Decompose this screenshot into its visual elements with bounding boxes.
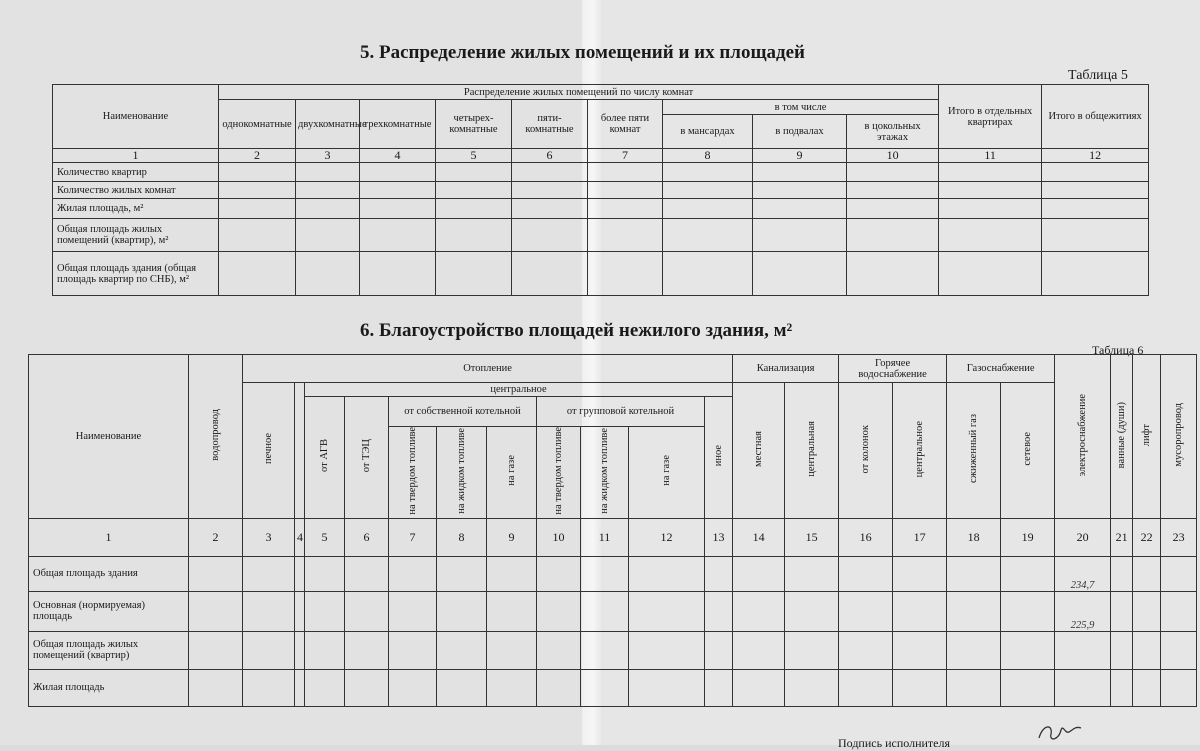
t5-cell bbox=[939, 219, 1042, 252]
t6-cell bbox=[629, 591, 705, 631]
table6-title: 6. Благоустройство площадей нежилого здания, м² bbox=[360, 320, 793, 341]
t6-cell bbox=[785, 631, 839, 669]
signature-label: Подпись исполнителя bbox=[838, 736, 950, 750]
t6-cell bbox=[581, 591, 629, 631]
t5-cell bbox=[847, 182, 939, 199]
t6-header-group-solid: на твердом топливе bbox=[537, 427, 581, 519]
t6-cell bbox=[1161, 669, 1197, 706]
table5-title: 5. Распределение жилых помещений и их площадей bbox=[360, 42, 805, 63]
t5-colnum: 11 bbox=[939, 149, 1042, 163]
t6-row-label: Общая площадь здания bbox=[29, 556, 189, 591]
t6-cell bbox=[947, 591, 1001, 631]
t5-cell bbox=[588, 182, 663, 199]
t6-cell bbox=[487, 556, 537, 591]
t6-cell bbox=[537, 631, 581, 669]
t6-header-group-gas: на газе bbox=[629, 427, 705, 519]
t6-row bbox=[29, 669, 1197, 706]
t5-cell bbox=[219, 182, 296, 199]
t6-header-water: водопровод bbox=[189, 355, 243, 519]
t5-row-label: Общая площадь здания (общая площадь квартир по СНБ), м² bbox=[53, 252, 219, 296]
t5-colnum: 4 bbox=[360, 149, 436, 163]
t6-header-tec: от ТЭЦ bbox=[345, 397, 389, 519]
t6-header-gas-supply: Газоснабжение bbox=[947, 355, 1055, 383]
t5-header-name: Наименование bbox=[53, 85, 219, 149]
t5-cell bbox=[588, 199, 663, 219]
t6-colnum: 13 bbox=[705, 518, 733, 556]
t6-cell bbox=[243, 669, 295, 706]
t5-cell bbox=[753, 252, 847, 296]
t6-colnum: 20 bbox=[1055, 518, 1111, 556]
t5-header-basements: в подвалах bbox=[753, 115, 847, 149]
t6-cell bbox=[1111, 631, 1133, 669]
t6-cell bbox=[487, 669, 537, 706]
t6-header-liquefied-gas: сжиженный газ bbox=[947, 383, 1001, 519]
t6-cell bbox=[947, 556, 1001, 591]
t5-colnum: 6 bbox=[512, 149, 588, 163]
t5-row-label: Общая площадь жилых помещений (квартир), м² bbox=[53, 219, 219, 252]
t6-cell bbox=[733, 556, 785, 591]
t5-cell bbox=[219, 163, 296, 182]
t5-row-label: Жилая площадь, м² bbox=[53, 199, 219, 219]
t5-cell bbox=[1042, 219, 1149, 252]
t6-header-group-boiler: от групповой котельной bbox=[537, 397, 705, 427]
t6-colnum: 21 bbox=[1111, 518, 1133, 556]
t6-cell bbox=[1133, 591, 1161, 631]
t6-header-central-hot: центральное bbox=[893, 383, 947, 519]
t6-colnum: 17 bbox=[893, 518, 947, 556]
t6-cell bbox=[1161, 631, 1197, 669]
t5-cell bbox=[360, 182, 436, 199]
t6-cell bbox=[189, 631, 243, 669]
t5-colnum: 7 bbox=[588, 149, 663, 163]
t6-cell bbox=[487, 631, 537, 669]
t5-cell bbox=[663, 163, 753, 182]
t5-cell bbox=[939, 252, 1042, 296]
t5-cell bbox=[663, 182, 753, 199]
t5-cell bbox=[296, 182, 360, 199]
t6-cell bbox=[295, 631, 305, 669]
t6-cell bbox=[243, 631, 295, 669]
t6-cell bbox=[437, 669, 487, 706]
t5-header-2room: двухкомнатные bbox=[296, 100, 360, 149]
t5-cell bbox=[939, 163, 1042, 182]
t6-cell bbox=[189, 556, 243, 591]
t6-cell bbox=[705, 631, 733, 669]
t5-row bbox=[53, 163, 1149, 182]
t6-row-label: Общая площадь жилых помещений (квартир) bbox=[29, 631, 189, 669]
t5-header-1room: однокомнатные bbox=[219, 100, 296, 149]
t5-colnum: 1 bbox=[53, 149, 219, 163]
t5-row bbox=[53, 199, 1149, 219]
t6-header-local: местная bbox=[733, 383, 785, 519]
t6-row-label: Жилая площадь bbox=[29, 669, 189, 706]
t6-cell bbox=[839, 669, 893, 706]
t5-cell bbox=[847, 163, 939, 182]
t6-cell bbox=[487, 591, 537, 631]
t6-header-electricity: электроснабжение bbox=[1055, 355, 1111, 519]
t6-colnum: 19 bbox=[1001, 518, 1055, 556]
t6-colnum: 11 bbox=[581, 518, 629, 556]
t6-cell bbox=[345, 591, 389, 631]
t5-header-5room: пяти-комнатные bbox=[512, 100, 588, 149]
t5-cell bbox=[360, 199, 436, 219]
t5-colnum: 5 bbox=[436, 149, 512, 163]
t5-row-label: Количество квартир bbox=[53, 163, 219, 182]
t5-header-4room: четырех-комнатные bbox=[436, 100, 512, 149]
t5-cell bbox=[436, 163, 512, 182]
t6-header-hotwater: Горячее водоснабжение bbox=[839, 355, 947, 383]
t5-cell bbox=[296, 219, 360, 252]
t5-cell bbox=[436, 199, 512, 219]
t6-header-group-liquid: на жидком топливе bbox=[581, 427, 629, 519]
t6-cell bbox=[893, 669, 947, 706]
t6-body bbox=[29, 556, 1197, 706]
t6-cell bbox=[537, 556, 581, 591]
t6-colnum: 8 bbox=[437, 518, 487, 556]
t6-cell bbox=[1133, 631, 1161, 669]
t6-cell bbox=[893, 591, 947, 631]
t5-cell bbox=[512, 219, 588, 252]
t5-colnum: 9 bbox=[753, 149, 847, 163]
t6-cell bbox=[305, 631, 345, 669]
t5-row bbox=[53, 182, 1149, 199]
t6-cell bbox=[189, 591, 243, 631]
t5-cell bbox=[753, 219, 847, 252]
t6-colnum: 5 bbox=[305, 518, 345, 556]
t6-cell bbox=[733, 631, 785, 669]
t5-cell bbox=[847, 252, 939, 296]
t6-number-row bbox=[29, 518, 1197, 556]
t5-cell bbox=[512, 199, 588, 219]
t5-cell bbox=[512, 163, 588, 182]
t6-colnum: 9 bbox=[487, 518, 537, 556]
t5-cell bbox=[436, 252, 512, 296]
t5-cell bbox=[219, 219, 296, 252]
t5-cell bbox=[1042, 182, 1149, 199]
t5-header-socle: в цокольных этажах bbox=[847, 115, 939, 149]
t6-cell bbox=[389, 591, 437, 631]
t6-header-garbage: мусоропровод bbox=[1161, 355, 1197, 519]
t6-cell bbox=[705, 591, 733, 631]
t6-cell bbox=[733, 669, 785, 706]
t6-colnum: 18 bbox=[947, 518, 1001, 556]
t6-cell bbox=[629, 556, 705, 591]
t6-colnum: 6 bbox=[345, 518, 389, 556]
t5-colnum: 8 bbox=[663, 149, 753, 163]
t6-colnum: 12 bbox=[629, 518, 705, 556]
t6-colnum: 14 bbox=[733, 518, 785, 556]
t5-cell bbox=[588, 219, 663, 252]
t6-header-lift: лифт bbox=[1133, 355, 1161, 519]
t5-cell bbox=[753, 182, 847, 199]
t5-cell bbox=[436, 182, 512, 199]
t6-row bbox=[29, 631, 1197, 669]
t6-electricity-value: 234,7 bbox=[1055, 556, 1111, 591]
t5-header-attics: в мансардах bbox=[663, 115, 753, 149]
t5-cell bbox=[219, 199, 296, 219]
t6-electricity-value bbox=[1055, 669, 1111, 706]
table6-caption: Таблица 6 bbox=[1092, 343, 1144, 357]
t6-colnum: 16 bbox=[839, 518, 893, 556]
t5-cell bbox=[436, 219, 512, 252]
t5-header-more: более пяти комнат bbox=[588, 100, 663, 149]
t6-cell bbox=[389, 556, 437, 591]
t6-cell bbox=[437, 556, 487, 591]
t5-cell bbox=[1042, 252, 1149, 296]
t6-cell bbox=[629, 669, 705, 706]
t6-colnum: 22 bbox=[1133, 518, 1161, 556]
t6-cell bbox=[947, 631, 1001, 669]
t5-header-total-dorms: Итого в общежитиях bbox=[1042, 85, 1149, 149]
t6-row bbox=[29, 591, 1197, 631]
t6-cell bbox=[537, 669, 581, 706]
t5-colnum: 3 bbox=[296, 149, 360, 163]
t6-cell bbox=[581, 631, 629, 669]
t5-cell bbox=[296, 199, 360, 219]
t5-cell bbox=[360, 252, 436, 296]
t6-cell bbox=[947, 669, 1001, 706]
t6-header-own-gas: на газе bbox=[487, 427, 537, 519]
t6-cell bbox=[295, 556, 305, 591]
t6-cell bbox=[839, 556, 893, 591]
t5-header-3room: трехкомнатные bbox=[360, 100, 436, 149]
t6-header-stove2 bbox=[295, 383, 305, 519]
t6-cell bbox=[389, 669, 437, 706]
t6-header-central: центральное bbox=[305, 383, 733, 397]
table6 bbox=[28, 354, 1197, 707]
t6-cell bbox=[537, 591, 581, 631]
t5-header-group: Распределение жилых помещений по числу комнат bbox=[219, 85, 939, 100]
t5-colnum: 12 bbox=[1042, 149, 1149, 163]
t6-header-sewer: Канализация bbox=[733, 355, 839, 383]
t6-cell bbox=[1111, 591, 1133, 631]
t6-header-other: иное bbox=[705, 397, 733, 519]
t6-cell bbox=[581, 556, 629, 591]
t6-cell bbox=[295, 669, 305, 706]
t6-cell bbox=[1001, 556, 1055, 591]
t6-electricity-value: 225,9 bbox=[1055, 591, 1111, 631]
t5-cell bbox=[296, 252, 360, 296]
t5-cell bbox=[588, 252, 663, 296]
t5-number-row bbox=[53, 149, 1149, 163]
t6-cell bbox=[1161, 591, 1197, 631]
t5-cell bbox=[296, 163, 360, 182]
t5-cell bbox=[847, 219, 939, 252]
t6-cell bbox=[893, 556, 947, 591]
t6-cell bbox=[437, 591, 487, 631]
t6-row-label: Основная (нормируемая) площадь bbox=[29, 591, 189, 631]
t6-cell bbox=[785, 556, 839, 591]
t6-cell bbox=[893, 631, 947, 669]
t6-cell bbox=[785, 591, 839, 631]
t5-cell bbox=[847, 199, 939, 219]
t6-cell bbox=[305, 669, 345, 706]
t6-header-name: Наименование bbox=[29, 355, 189, 519]
t6-cell bbox=[243, 591, 295, 631]
t5-cell bbox=[753, 163, 847, 182]
t6-header-agv: от АГВ bbox=[305, 397, 345, 519]
signature-mark bbox=[1035, 720, 1085, 745]
t6-cell bbox=[1133, 669, 1161, 706]
t6-cell bbox=[389, 631, 437, 669]
t6-cell bbox=[839, 591, 893, 631]
t6-cell bbox=[785, 669, 839, 706]
t6-cell bbox=[305, 556, 345, 591]
t5-cell bbox=[360, 219, 436, 252]
t6-colnum: 4 bbox=[295, 518, 305, 556]
t5-cell bbox=[663, 219, 753, 252]
t6-cell bbox=[581, 669, 629, 706]
t6-cell bbox=[1001, 591, 1055, 631]
t5-header-in-that: в том числе bbox=[663, 100, 939, 115]
t6-cell bbox=[295, 591, 305, 631]
t5-cell bbox=[939, 199, 1042, 219]
t6-cell bbox=[1161, 556, 1197, 591]
t6-header-central-sewer: центральная bbox=[785, 383, 839, 519]
t5-cell bbox=[360, 163, 436, 182]
t6-header-own-solid: на твердом топливе bbox=[389, 427, 437, 519]
t6-header-stove: печное bbox=[243, 383, 295, 519]
t6-header-own-liquid: на жидком топливе bbox=[437, 427, 487, 519]
t6-cell bbox=[733, 591, 785, 631]
t6-cell bbox=[345, 556, 389, 591]
t6-cell bbox=[189, 669, 243, 706]
t5-cell bbox=[219, 252, 296, 296]
t6-cell bbox=[705, 669, 733, 706]
t6-header-from-columns: от колонок bbox=[839, 383, 893, 519]
t5-row-label: Количество жилых комнат bbox=[53, 182, 219, 199]
table5-caption: Таблица 5 bbox=[1068, 68, 1128, 83]
t5-cell bbox=[939, 182, 1042, 199]
t6-header-heating: Отопление bbox=[243, 355, 733, 383]
table5 bbox=[52, 84, 1149, 296]
t5-cell bbox=[663, 252, 753, 296]
t5-header-total-flats: Итого в отдельных квартирах bbox=[939, 85, 1042, 149]
t5-colnum: 2 bbox=[219, 149, 296, 163]
t6-cell bbox=[1111, 669, 1133, 706]
t6-colnum: 1 bbox=[29, 518, 189, 556]
t6-cell bbox=[1001, 631, 1055, 669]
t5-row bbox=[53, 219, 1149, 252]
t5-cell bbox=[1042, 199, 1149, 219]
t5-cell bbox=[753, 199, 847, 219]
t6-colnum: 15 bbox=[785, 518, 839, 556]
t6-cell bbox=[345, 669, 389, 706]
t6-cell bbox=[437, 631, 487, 669]
t6-colnum: 3 bbox=[243, 518, 295, 556]
t6-header-own-boiler: от собственной котельной bbox=[389, 397, 537, 427]
t6-colnum: 23 bbox=[1161, 518, 1197, 556]
t5-body bbox=[53, 163, 1149, 296]
t5-cell bbox=[663, 199, 753, 219]
t5-colnum: 10 bbox=[847, 149, 939, 163]
t6-cell bbox=[705, 556, 733, 591]
t6-row bbox=[29, 556, 1197, 591]
t6-cell bbox=[243, 556, 295, 591]
t5-cell bbox=[512, 252, 588, 296]
t6-header-network-gas: сетевое bbox=[1001, 383, 1055, 519]
t6-cell bbox=[839, 631, 893, 669]
t6-cell bbox=[1111, 556, 1133, 591]
t6-cell bbox=[305, 591, 345, 631]
t5-cell bbox=[512, 182, 588, 199]
t6-colnum: 10 bbox=[537, 518, 581, 556]
t5-row bbox=[53, 252, 1149, 296]
t6-cell bbox=[629, 631, 705, 669]
t6-colnum: 2 bbox=[189, 518, 243, 556]
t6-header-baths: ванные (души) bbox=[1111, 355, 1133, 519]
t6-cell bbox=[1001, 669, 1055, 706]
t5-cell bbox=[1042, 163, 1149, 182]
t6-electricity-value bbox=[1055, 631, 1111, 669]
t6-cell bbox=[345, 631, 389, 669]
t6-cell bbox=[1133, 556, 1161, 591]
t5-cell bbox=[588, 163, 663, 182]
t6-colnum: 7 bbox=[389, 518, 437, 556]
